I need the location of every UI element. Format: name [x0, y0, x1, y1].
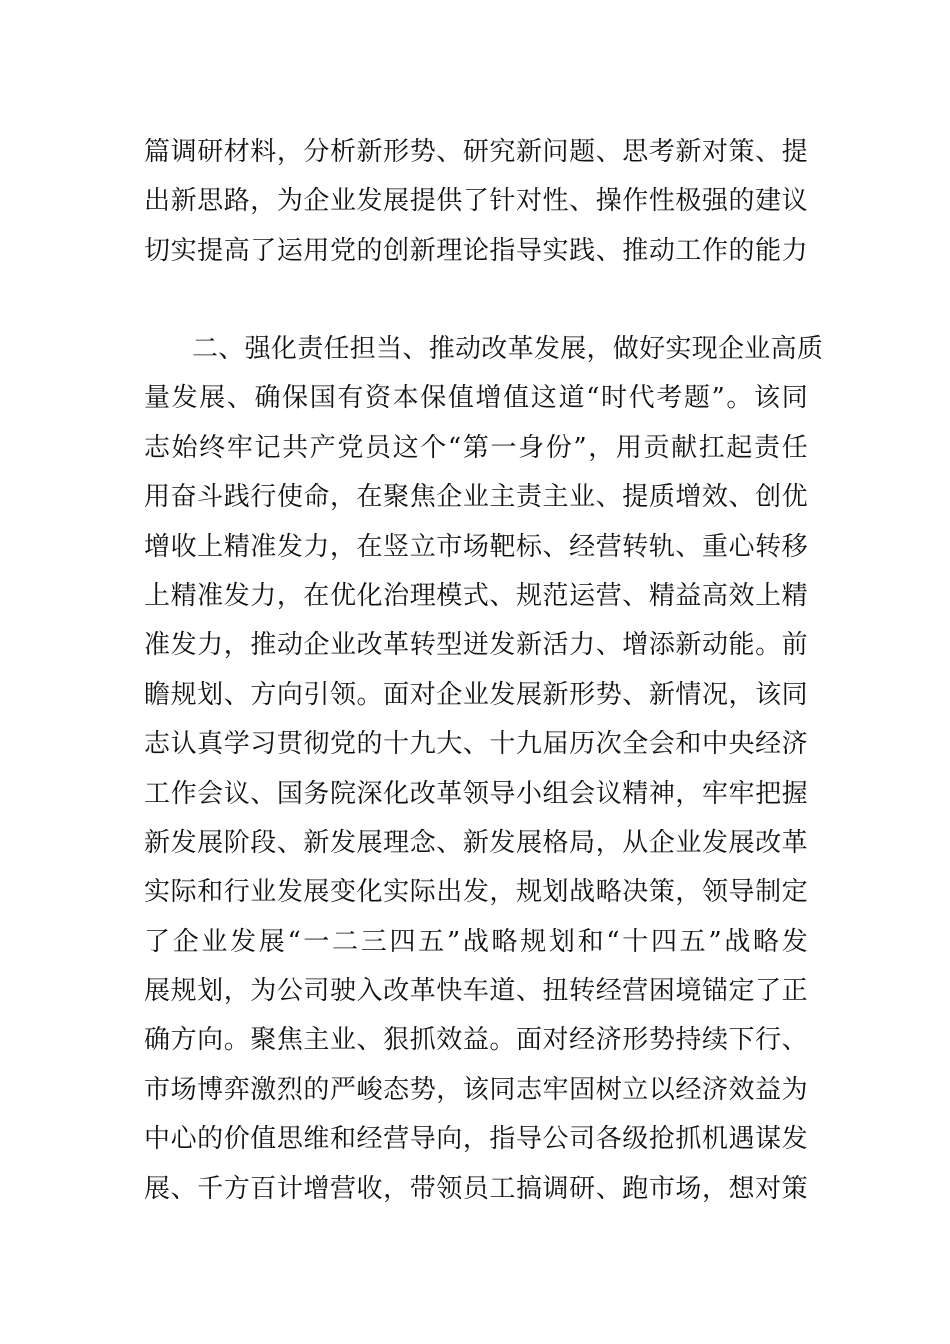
paragraph-section-two — [144, 325, 824, 1214]
text-line: 展规划，为公司驶入改革快车道、扭转经营困境锚定了正 — [144, 976, 808, 1007]
text-line: 工作会议、国务院深化改革领导小组会议精神，牢牢把握 — [144, 778, 808, 809]
text-line: 新发展阶段、新发展理念、新发展格局，从企业发展改革 — [144, 827, 808, 858]
text-line: 中心的价值思维和经营导向，指导公司各级抢抓机遇谋发 — [144, 1124, 808, 1155]
text-line: 出新思路，为企业发展提供了针对性、操作性极强的建议 — [144, 186, 808, 217]
text-line: 上精准发力，在优化治理模式、规范运营、精益高效上精 — [144, 580, 808, 611]
paragraph-continuation — [144, 128, 808, 276]
text-line: 篇调研材料，分析新形势、研究新问题、思考新对策、提 — [144, 137, 808, 167]
text-line: 用奋斗践行使命，在聚焦企业主责主业、提质增效、创优 — [144, 482, 808, 513]
text-line: 确方向。聚焦主业、狠抓效益。面对经济形势持续下行、 — [144, 1025, 808, 1056]
text-line: 准发力，推动企业改革转型迸发新活力、增添新动能。前 — [144, 630, 808, 661]
section-heading-line: 二、强化责任担当、推动改革发展，做好实现企业高质 — [192, 334, 824, 364]
text-line: 了企业发展“一二三四五”战略规划和“十四五”战略发 — [144, 926, 808, 957]
text-line: 增收上精准发力，在竖立市场靶标、经营转轨、重心转移 — [144, 531, 808, 562]
text-line: 志始终牢记共产党员这个“第一身份”，用贡献扛起责任 — [144, 432, 808, 463]
text-line: 展、千方百计增营收，带领员工搞调研、跑市场，想对策 — [144, 1173, 808, 1204]
text-line: 志认真学习贯彻党的十九大、十九届历次全会和中央经济 — [144, 729, 808, 760]
text-line: 量发展、确保国有资本保值增值这道“时代考题”。该同 — [144, 383, 808, 414]
text-line: 实际和行业发展变化实际出发，规划战略决策，领导制定 — [144, 877, 808, 908]
text-line: 市场博弈激烈的严峻态势，该同志牢固树立以经济效益为 — [144, 1074, 808, 1105]
text-line: 瞻规划、方向引领。面对企业发展新形势、新情况，该同 — [144, 679, 808, 710]
text-line: 切实提高了运用党的创新理论指导实践、推动工作的能力 — [144, 235, 808, 266]
